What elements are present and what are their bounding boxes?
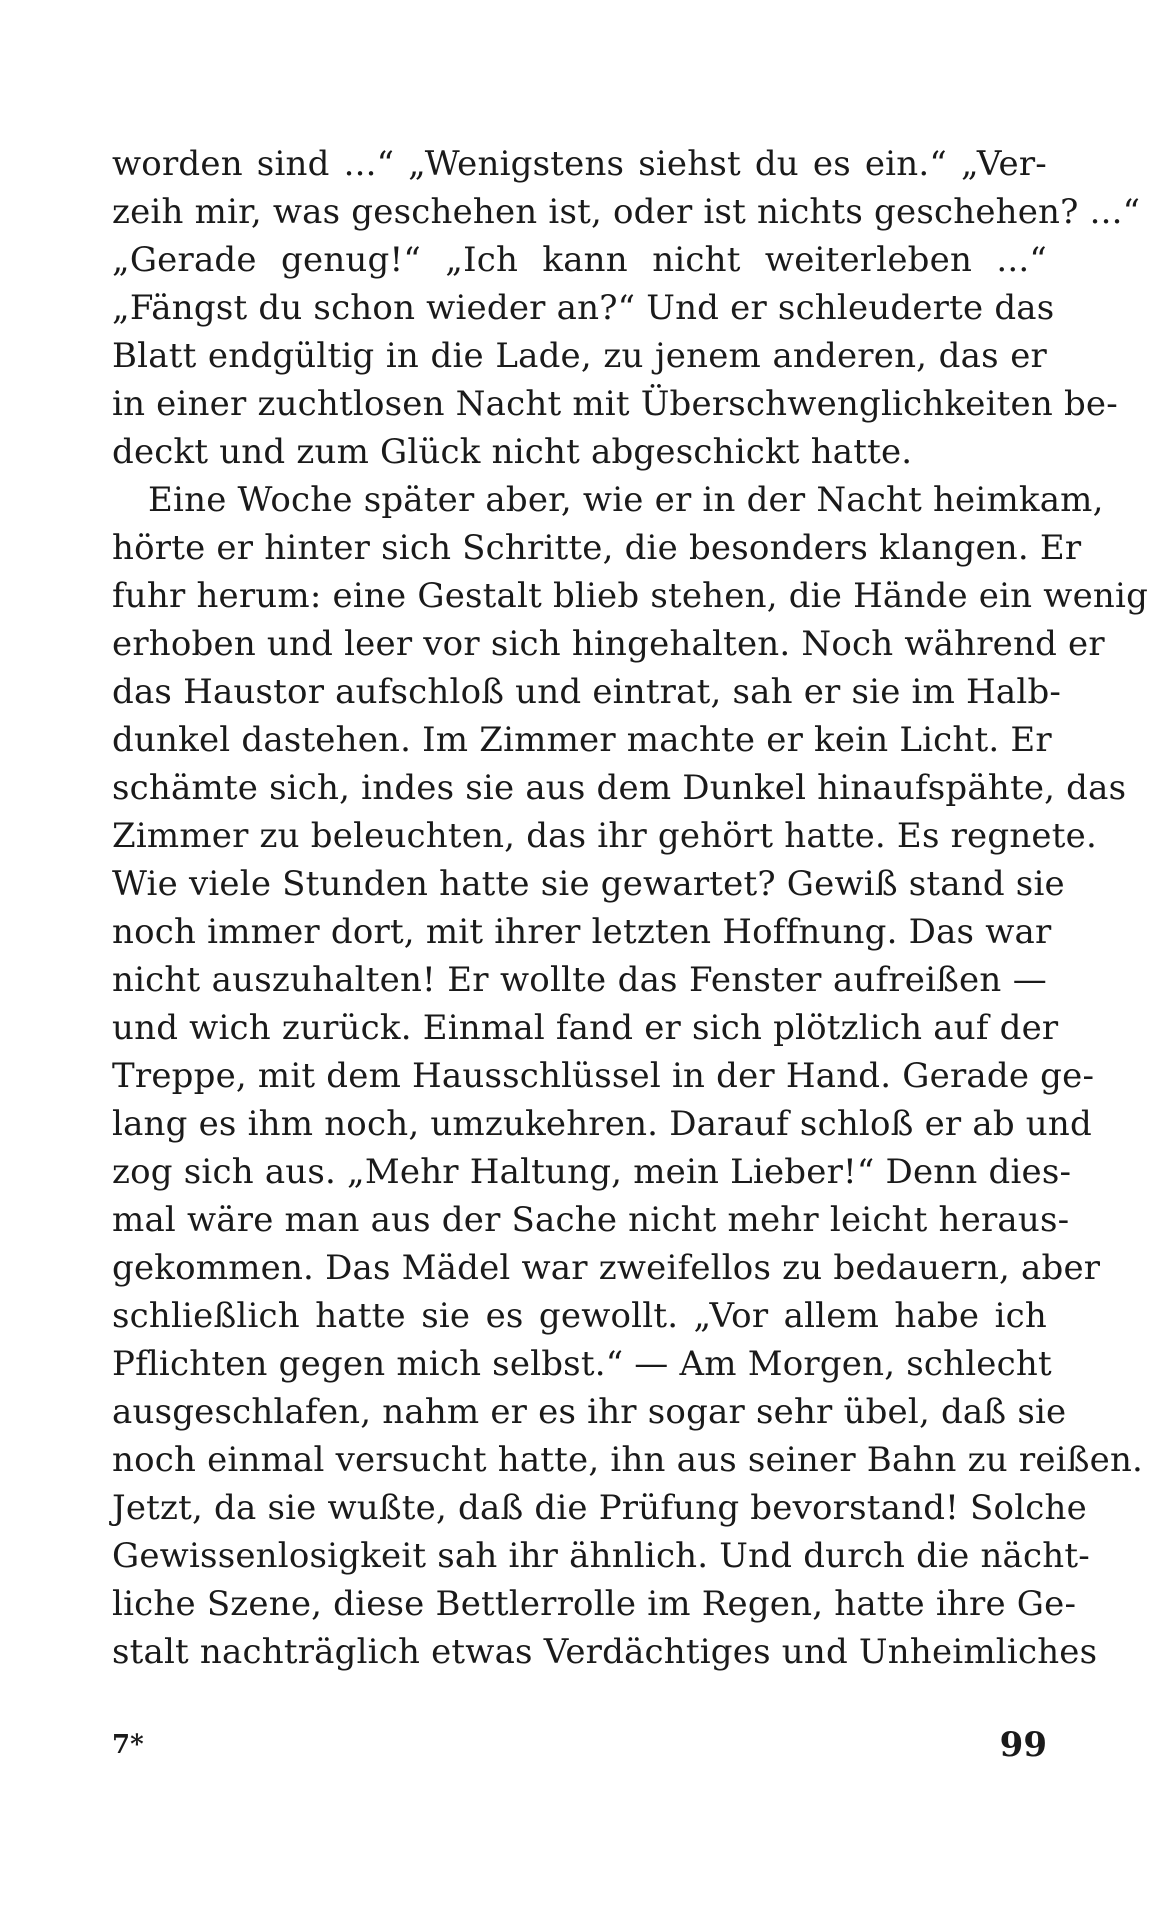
text-line: Gewissenlosigkeit sah ihr ähnlich. Und durch die nächt- — [112, 1536, 1090, 1576]
text-line: erhoben und leer vor sich hingehalten. Noch während er — [112, 624, 1105, 664]
text-line: noch immer dort, mit ihrer letzten Hoffnung. Das war — [112, 912, 1052, 952]
text-line: Blatt endgültig in die Lade, zu jenem anderen, das er — [112, 336, 1047, 376]
text-line: Treppe, mit dem Hausschlüssel in der Hand. Gerade ge- — [112, 1056, 1095, 1096]
text-line: mal wäre man aus der Sache nicht mehr leicht heraus- — [112, 1200, 1070, 1240]
text-line: fuhr herum: eine Gestalt blieb stehen, die Hände ein wenig — [112, 576, 1149, 616]
text-line: zog sich aus. „Mehr Haltung, mein Lieber!“ Denn dies- — [112, 1152, 1072, 1192]
text-line: liche Szene, diese Bettlerrolle im Regen, hatte ihre Ge- — [112, 1584, 1077, 1624]
text-line: schließlich hatte sie es gewollt. „Vor allem habe ich — [112, 1296, 1047, 1336]
text-line: dunkel dastehen. Im Zimmer machte er kein Licht. Er — [112, 720, 1052, 760]
text-line: und wich zurück. Einmal fand er sich plötzlich auf der — [112, 1008, 1059, 1048]
text-line: hörte er hinter sich Schritte, die besonders klangen. Er — [112, 528, 1082, 568]
text-line: noch einmal versucht hatte, ihn aus seiner Bahn zu reißen. — [112, 1440, 1144, 1480]
text-line: „Gerade genug!“ „Ich kann nicht weiterleben ...“ — [112, 240, 1047, 280]
text-line: in einer zuchtlosen Nacht mit Überschwenglichkeiten be- — [112, 384, 1118, 424]
text-line: Jetzt, da sie wußte, daß die Prüfung bevorstand! Solche — [112, 1488, 1087, 1528]
text-line: das Haustor aufschloß und eintrat, sah er sie im Halb- — [112, 672, 1062, 712]
text-line: „Fängst du schon wieder an?“ Und er schleuderte das — [112, 288, 1055, 328]
text-line: zeih mir, was geschehen ist, oder ist nichts geschehen? ...“ — [112, 192, 1141, 232]
page-number: 99 — [999, 1725, 1047, 1765]
text-line: gekommen. Das Mädel war zweifellos zu bedauern, aber — [112, 1248, 1101, 1288]
text-line: deckt und zum Glück nicht abgeschickt hatte. — [112, 432, 913, 472]
printer-signature-mark: 7* — [112, 1730, 144, 1760]
text-line: Pflichten gegen mich selbst.“ — Am Morgen, schlecht — [112, 1344, 1052, 1384]
text-line: schämte sich, indes sie aus dem Dunkel hinaufspähte, das — [112, 768, 1127, 808]
text-line: worden sind ...“ „Wenigstens siehst du es ein.“ „Ver- — [112, 144, 1047, 184]
text-line: Wie viele Stunden hatte sie gewartet? Gewiß stand sie — [112, 864, 1065, 904]
paragraph-start-line: Eine Woche später aber, wie er in der Nacht heimkam, — [148, 480, 1104, 520]
text-line: Zimmer zu beleuchten, das ihr gehört hatte. Es regnete. — [112, 816, 1097, 856]
text-line: nicht auszuhalten! Er wollte das Fenster aufreißen — — [112, 960, 1047, 1000]
text-line: ausgeschlafen, nahm er es ihr sogar sehr übel, daß sie — [112, 1392, 1067, 1432]
body-text — [112, 140, 1149, 1676]
text-line: stalt nachträglich etwas Verdächtiges und Unheimliches — [112, 1632, 1098, 1672]
page-footer — [112, 1720, 1047, 1770]
text-line: lang es ihm noch, umzukehren. Darauf schloß er ab und — [112, 1104, 1092, 1144]
